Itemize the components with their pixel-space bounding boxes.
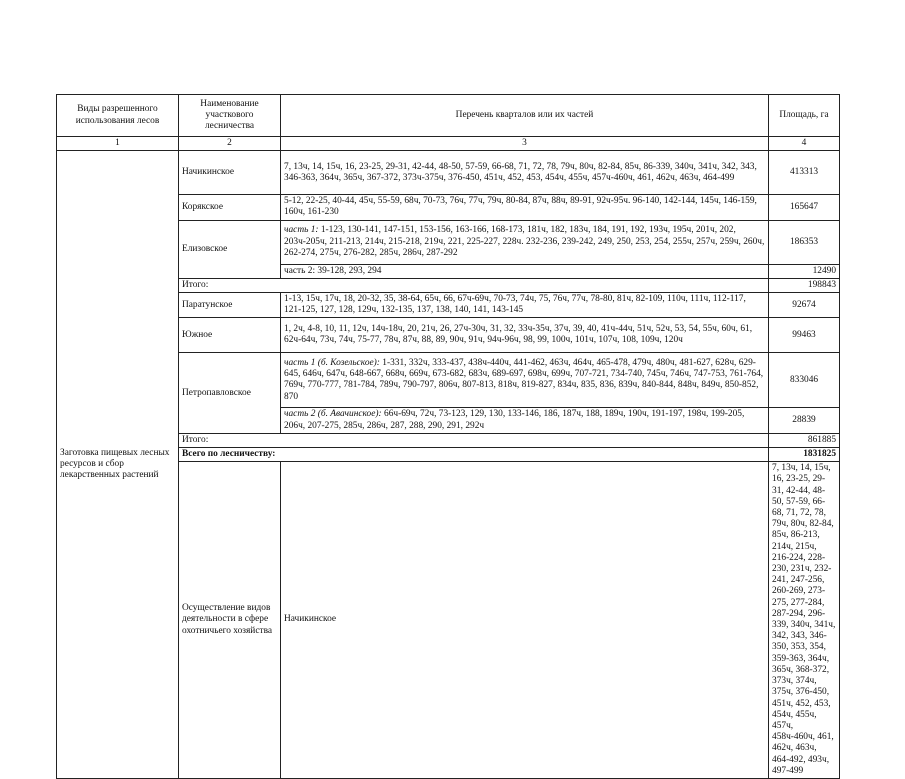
col-number: 3: [281, 137, 769, 151]
part-label: часть 1 (б. Козельское):: [284, 358, 380, 369]
forestry-name: Южное: [179, 318, 281, 353]
area-value: 28839: [769, 408, 840, 433]
col1-header: Виды разрешенного использования лесов: [57, 95, 179, 137]
col-number: 2: [179, 137, 281, 151]
quarter-list: [281, 220, 769, 264]
area-value: 12490: [769, 264, 840, 278]
part-label: часть 2 (б. Авачинское):: [284, 409, 382, 420]
subtotal-value: 861885: [769, 433, 840, 447]
col-number: 1: [57, 137, 179, 151]
quarter-list: [281, 408, 769, 433]
col4-header: Площадь, га: [769, 95, 840, 137]
area-value: 99463: [769, 318, 840, 353]
forest-use-table: [56, 94, 840, 779]
col2-header: Наименование участкового лесничества: [179, 95, 281, 137]
area-value: 186353: [769, 220, 840, 264]
col-number: 4: [769, 137, 840, 151]
table-row: [57, 151, 840, 195]
part-list: 66ч-69ч, 72ч, 73-123, 129, 130, 133-146, 186, 187ч, 188, 189ч, 190ч, 191-197, 198ч, 199-205, 206ч, 207-275, 285ч, 286ч, 287, 288, 290, 291, 292ч: [284, 409, 745, 431]
subtotal-value: 198843: [769, 278, 840, 292]
quarter-list: 1, 2ч, 4-8, 10, 11, 12ч, 14ч-18ч, 20, 21ч, 26, 27ч-30ч, 31, 32, 33ч-35ч, 37ч, 39, 40, 41ч-44ч, 51ч, 52ч, 53, 54, 55ч, 60ч, 61, 62ч-64ч, 73ч, 74ч, 75-77, 78ч, 87ч, 88, 89, 90ч, 91ч, 94ч-96ч, 98, 99, 100ч, 101ч, 107ч, 108, 109ч, 120ч: [281, 318, 769, 353]
forestry-name: Елизовское: [179, 220, 281, 278]
forestry-name: Петропавловское: [179, 353, 281, 433]
quarter-list: 7, 13ч, 14, 15ч, 16, 23-25, 29-31, 42-44, 48-50, 57-59, 66-68, 71, 72, 78, 79ч, 80ч, 82-84, 85ч, 86-339, 340ч, 341ч, 342, 343, 346-363, 364ч, 365ч, 367-372, 373ч-375ч, 376-450, 451ч, 452, 453, 454ч, 455ч, 457ч-460ч, 461, 462ч, 463ч, 464-499: [281, 151, 769, 195]
part-label: часть 1:: [284, 225, 319, 236]
part-list: 1-123, 130-141, 147-151, 153-156, 163-166, 168-173, 181ч, 182, 183ч, 184, 191, 192, 193ч, 195ч, 201ч, 202, 203ч-205ч, 211-213, 214ч, 215-218, 219ч, 221, 225-227, 228ч. 232-236, 239-242, 249, 250, 253, 254, 255ч, 257ч, 259ч, 260ч, 262-274, 275ч, 276-282, 285ч, 286ч, 287-292: [284, 225, 765, 258]
use-type-cell: Осуществление видов деятельности в сфере охотничьего хозяйства: [179, 462, 281, 779]
part-list: 1-331, 332ч, 333-437, 438ч-440ч, 441-462, 463ч, 464ч, 465-478, 479ч, 480ч, 481-627, 628ч, 629-645, 646ч, 647ч, 648-667, 668ч, 669ч, 673-682, 683ч, 689-697, 698ч, 699ч, 707-721, 734-740, 745ч, 746ч, 747-753, 761-764, 769ч, 770-777, 781-784, 789ч, 790-797, 806ч, 807-813, 818ч, 819-827, 834ч, 835, 836, 839ч, 840-844, 848ч, 849ч, 850-852, 870: [284, 358, 764, 402]
quarter-list: 5-12, 22-25, 40-44, 45ч, 55-59, 68ч, 70-73, 76ч, 77ч, 79ч, 80-84, 87ч, 88ч, 89-91, 92ч-95ч. 96-140, 142-144, 145ч, 146-159, 160ч, 161-230: [281, 195, 769, 220]
quarter-list: 1-13, 15ч, 17ч, 18, 20-32, 35, 38-64, 65ч, 66, 67ч-69ч, 70-73, 74ч, 75, 76ч, 77ч, 78-80, 81ч, 82-109, 110ч, 111ч, 112-117, 121-125, 127, 128, 129ч, 132-135, 137, 138, 140, 141, 143-145: [281, 293, 769, 318]
subtotal-label: Итого:: [179, 278, 769, 292]
area-value: 833046: [769, 353, 840, 408]
forestry-name: Паратунское: [179, 293, 281, 318]
quarter-list: 7, 13ч, 14, 15ч, 16, 23-25, 29-31, 42-44, 48-50, 57-59, 66-68, 71, 72, 78, 79ч, 80ч, 82-84, 85ч, 86-213, 214ч, 215ч, 216-224, 228-230, 231ч, 232-241, 247-256, 260-269, 273-275, 277-284, 287-294, 296-339, 340ч, 341ч, 342, 343, 346-350, 353, 354, 359-363, 364ч, 365ч, 368-372, 373ч, 374ч, 375ч, 376-450, 451ч, 452, 453, 454ч, 455ч, 457ч, 458ч-460ч, 461, 462ч, 463ч, 464-492, 493ч, 497-499: [769, 462, 840, 779]
quarter-list: [281, 353, 769, 408]
forestry-name: Корякское: [179, 195, 281, 220]
area-value: 165647: [769, 195, 840, 220]
area-value: 92674: [769, 293, 840, 318]
subtotal-label: Итого:: [179, 433, 769, 447]
forestry-name: Начикинское: [281, 462, 769, 779]
col3-header: Перечень кварталов или их частей: [281, 95, 769, 137]
grand-total-value: 1831825: [769, 448, 840, 462]
quarter-list: часть 2: 39-128, 293, 294: [281, 264, 769, 278]
column-number-row: [57, 137, 840, 151]
grand-total-label: Всего по лесничеству:: [179, 448, 769, 462]
area-value: 413313: [769, 151, 840, 195]
header-row: [57, 95, 840, 137]
forestry-name: Начикинское: [179, 151, 281, 195]
use-type-cell: Заготовка пищевых лесных ресурсов и сбор лекарственных растений: [57, 151, 179, 779]
